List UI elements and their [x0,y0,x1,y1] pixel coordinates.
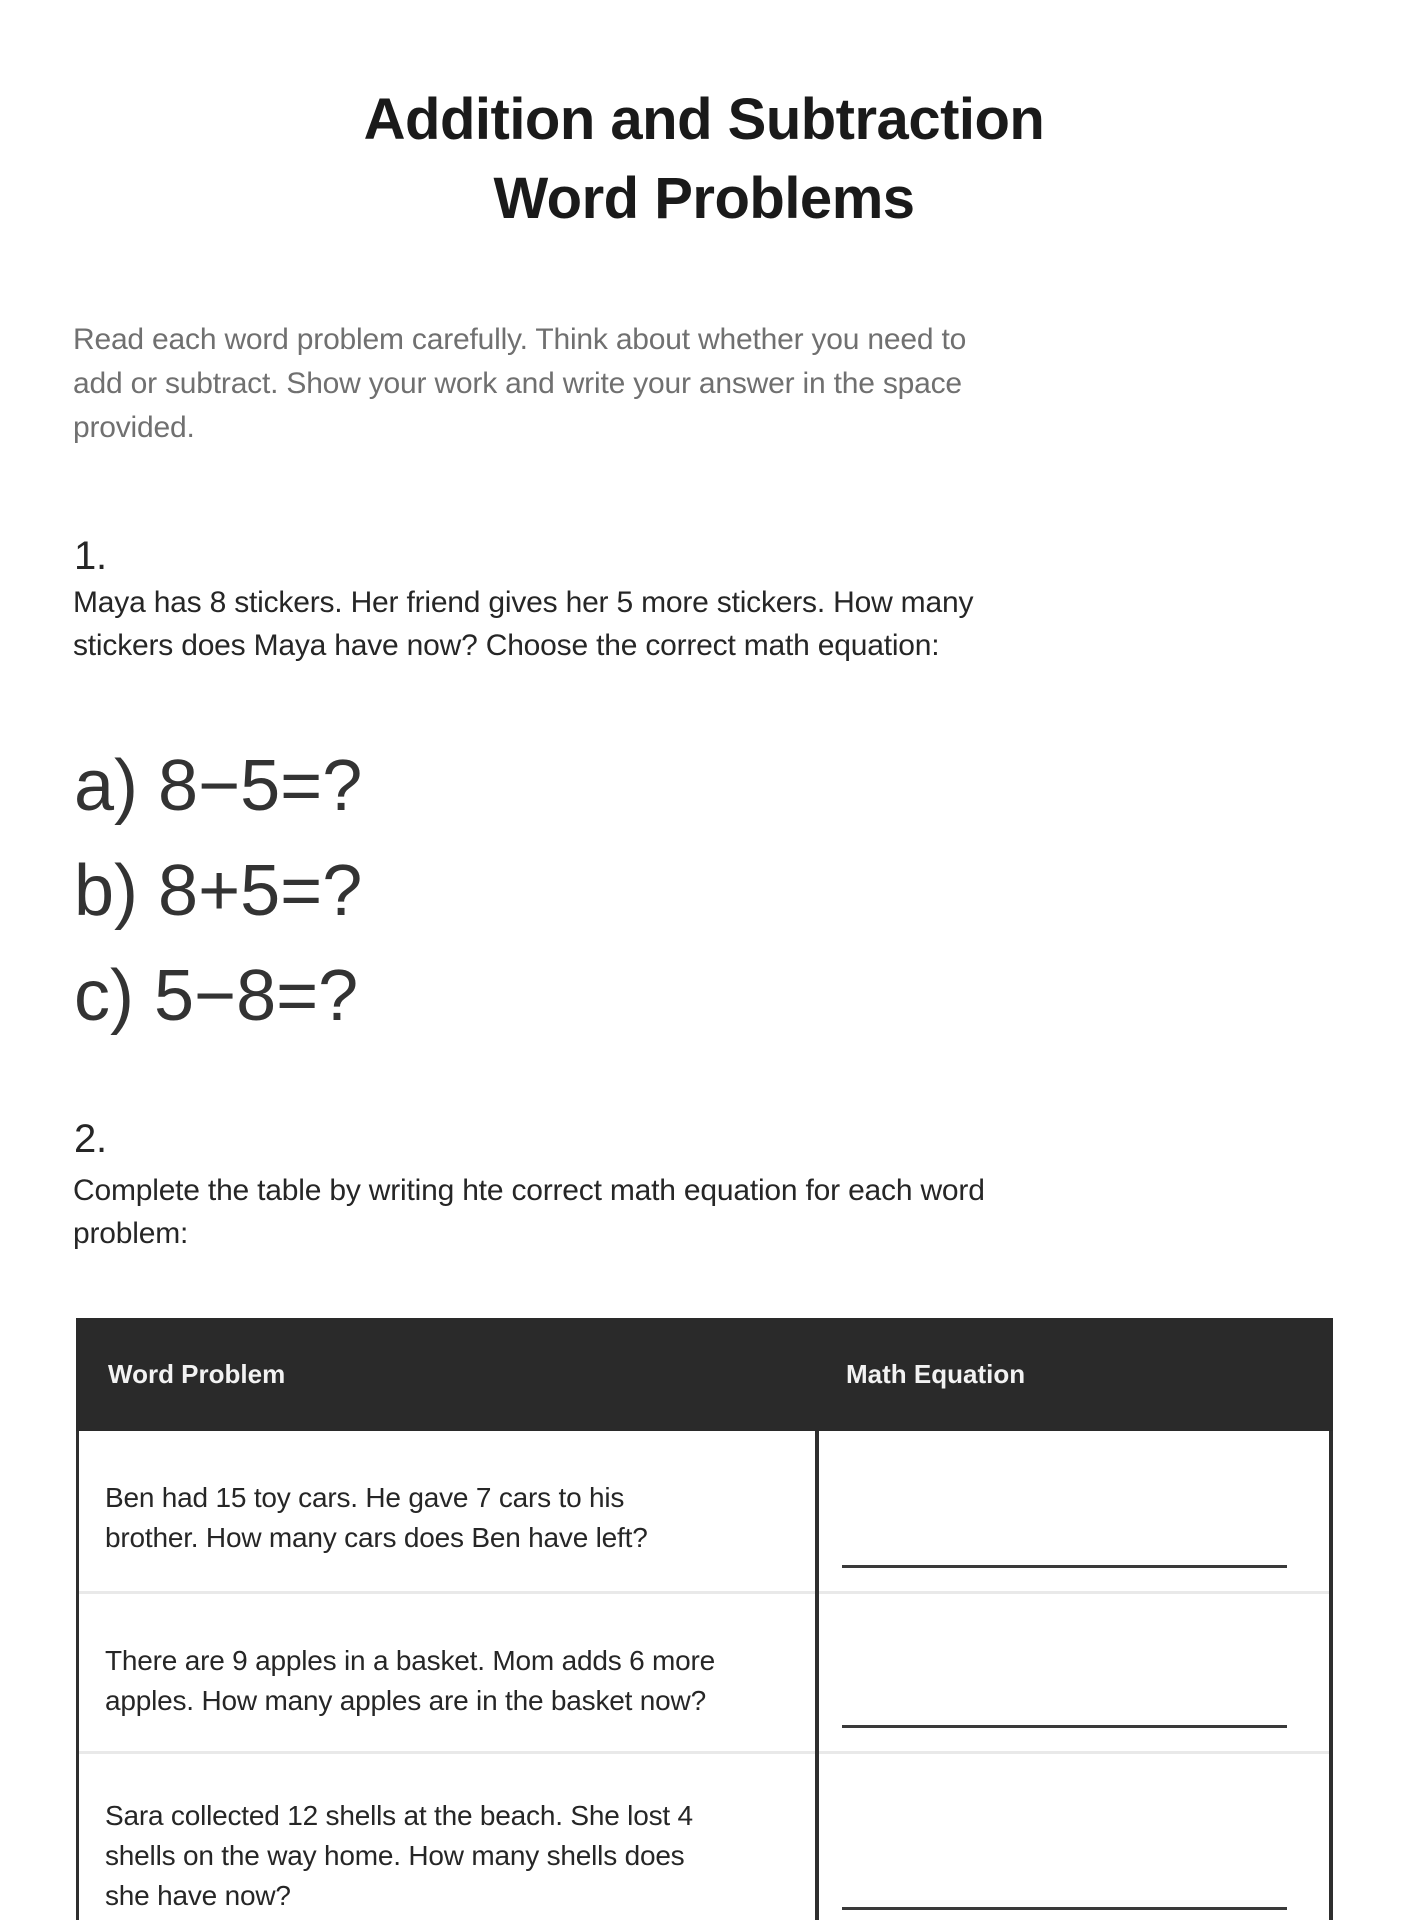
page-title-line-1: Addition and Subtraction [363,87,1045,152]
word-problem-line: Ben had 15 toy cars. He gave 7 cars to his [105,1482,625,1513]
table-left-border [76,1431,79,1920]
word-problem-cell [79,1594,815,1754]
answer-blank-line[interactable] [842,1907,1287,1910]
table-row [76,1754,1333,1920]
instructions-line: provided. [73,411,195,444]
word-problem-table [76,1318,1333,1920]
word-problem-line: shells on the way home. How many shells does [105,1840,685,1871]
table-row [76,1594,1333,1754]
question-2-text-line: problem: [73,1217,189,1250]
word-problem-line: Sara collected 12 shells at the beach. She lost 4 [105,1800,693,1831]
table-header-math-equation: Math Equation [846,1359,1026,1389]
instructions-line: add or subtract. Show your work and write your answer in the space [73,367,962,400]
answer-option-a[interactable]: a) 8−5=? [74,746,363,826]
math-equation-cell [819,1754,1329,1920]
question-2-text-line: Complete the table by writing hte correct math equation for each word [73,1174,985,1207]
question-2-number: 2. [74,1117,107,1161]
answer-blank-line[interactable] [842,1725,1287,1728]
word-problem-cell [79,1431,815,1594]
word-problem-line: brother. How many cars does Ben have left? [105,1522,648,1553]
table-row [76,1431,1333,1594]
table-right-border [1329,1431,1333,1920]
question-1-text-line: Maya has 8 stickers. Her friend gives her 5 more stickers. How many [73,586,974,619]
math-equation-cell [819,1431,1329,1594]
answer-blank-line[interactable] [842,1565,1287,1568]
page-title [0,80,1408,238]
question-2-text [73,1169,1363,1255]
word-problem-line: There are 9 apples in a basket. Mom adds 6 more [105,1645,716,1676]
word-problem-cell [79,1754,815,1920]
instructions-line: Read each word problem carefully. Think about whether you need to [73,323,967,356]
answer-option-c[interactable]: c) 5−8=? [74,956,359,1036]
word-problem-line: apples. How many apples are in the basket now? [105,1685,706,1716]
row-divider [76,1751,1333,1754]
table-header-row [76,1318,1333,1431]
instructions-paragraph [73,318,1343,450]
page-title-line-2: Word Problems [493,166,915,231]
row-divider [76,1591,1333,1594]
answer-option-b[interactable]: b) 8+5=? [74,851,363,931]
word-problem-line: she have now? [105,1880,291,1911]
column-divider [815,1431,819,1920]
question-1-text [73,581,1363,667]
question-1-text-line: stickers does Maya have now? Choose the correct math equation: [73,629,940,662]
table-header-word-problem: Word Problem [108,1359,286,1389]
math-equation-cell [819,1594,1329,1754]
question-1-number: 1. [74,534,107,578]
